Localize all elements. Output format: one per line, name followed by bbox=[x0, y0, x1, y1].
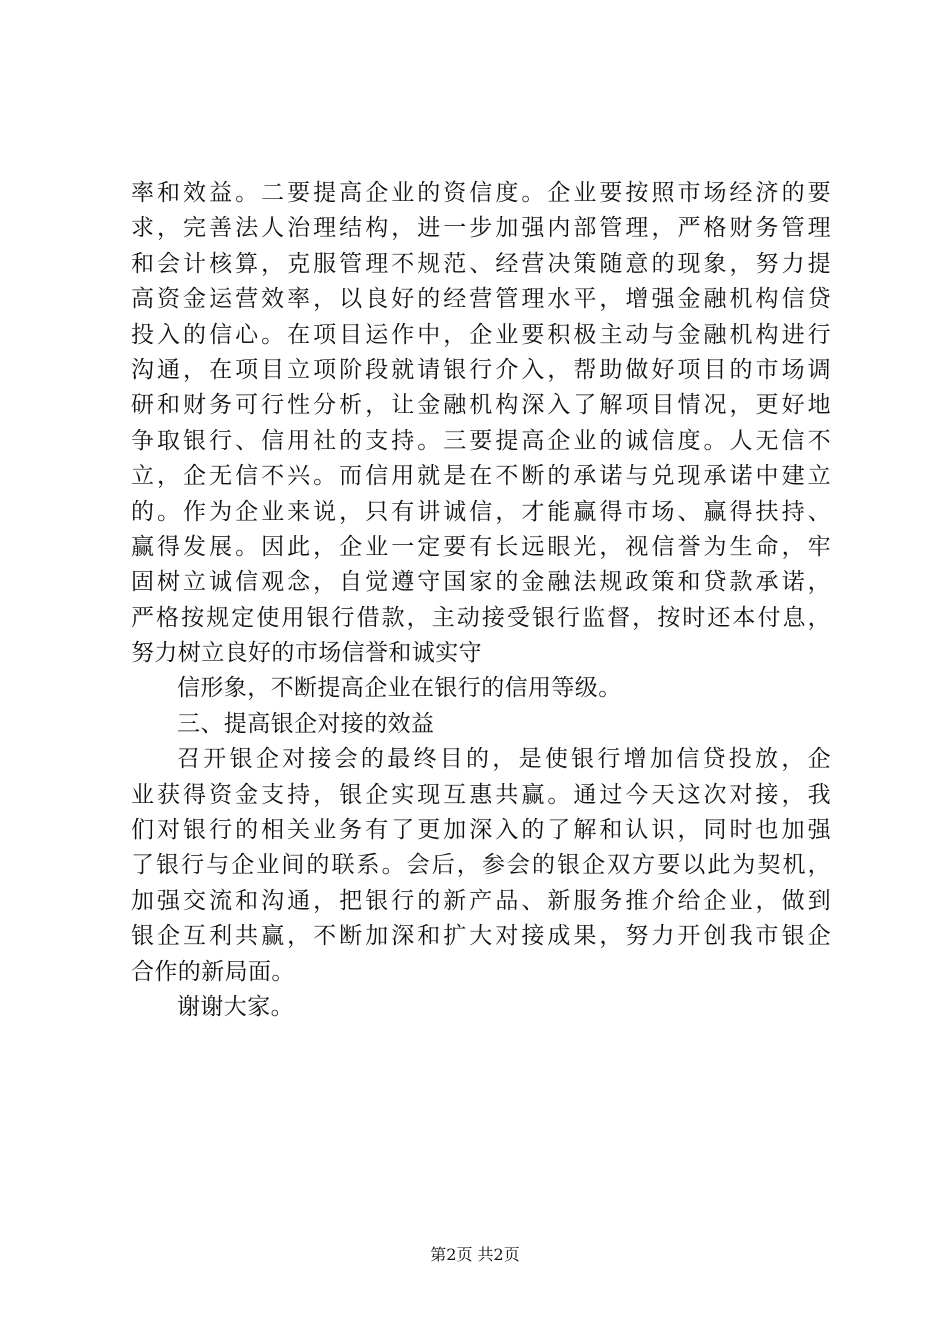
text-line: 研和财务可行性分析，让金融机构深入了解项目情况，更好地 bbox=[131, 392, 831, 419]
text-line: 了银行与企业间的联系。会后，参会的银企双方要以此为契机， bbox=[131, 852, 831, 879]
text-line: 投入的信心。在项目运作中，企业要积极主动与金融机构进行 bbox=[131, 321, 831, 348]
text-line: 高资金运营效率，以良好的经营管理水平，增强金融机构信贷 bbox=[131, 286, 831, 313]
text-line: 业获得资金支持，银企实现互惠共赢。通过今天这次对接，我 bbox=[131, 781, 831, 808]
text-line: 的。作为企业来说，只有讲诚信，才能赢得市场、赢得扶持、 bbox=[131, 498, 831, 525]
text-line: 求，完善法人治理结构，进一步加强内部管理，严格财务管理 bbox=[131, 215, 831, 242]
text-line: 召开银企对接会的最终目的，是使银行增加信贷投放，企 bbox=[177, 746, 831, 773]
text-line: 努力树立良好的市场信誉和诚实守 bbox=[131, 640, 482, 667]
text-line: 加强交流和沟通，把银行的新产品、新服务推介给企业，做到 bbox=[131, 887, 831, 914]
text-line: 信形象，不断提高企业在银行的信用等级。 bbox=[177, 675, 622, 702]
text-line: 争取银行、信用社的支持。三要提高企业的诚信度。人无信不 bbox=[131, 427, 831, 454]
closing-line: 谢谢大家。 bbox=[177, 993, 294, 1020]
document-body bbox=[131, 176, 831, 1025]
text-line: 立，企无信不兴。而信用就是在不断的承诺与兑现承诺中建立 bbox=[131, 463, 831, 490]
page-number-footer: 第2页 共2页 bbox=[430, 1245, 520, 1264]
text-line: 赢得发展。因此，企业一定要有长远眼光，视信誉为生命，牢 bbox=[131, 533, 831, 560]
text-line: 银企互利共赢，不断加深和扩大对接成果，努力开创我市银企 bbox=[131, 923, 831, 950]
text-line: 严格按规定使用银行借款，主动接受银行监督，按时还本付息， bbox=[131, 604, 831, 631]
text-line: 率和效益。二要提高企业的资信度。企业要按照市场经济的要 bbox=[131, 180, 831, 206]
text-line: 合作的新局面。 bbox=[131, 958, 295, 985]
text-line: 们对银行的相关业务有了更加深入的了解和认识，同时也加强 bbox=[131, 817, 831, 844]
text-line: 沟通，在项目立项阶段就请银行介入，帮助做好项目的市场调 bbox=[131, 356, 831, 383]
text-line: 固树立诚信观念，自觉遵守国家的金融法规政策和贷款承诺， bbox=[131, 569, 831, 596]
text-line: 和会计核算，克服管理不规范、经营决策随意的现象，努力提 bbox=[131, 250, 831, 277]
section-heading: 三、提高银企对接的效益 bbox=[177, 710, 435, 737]
